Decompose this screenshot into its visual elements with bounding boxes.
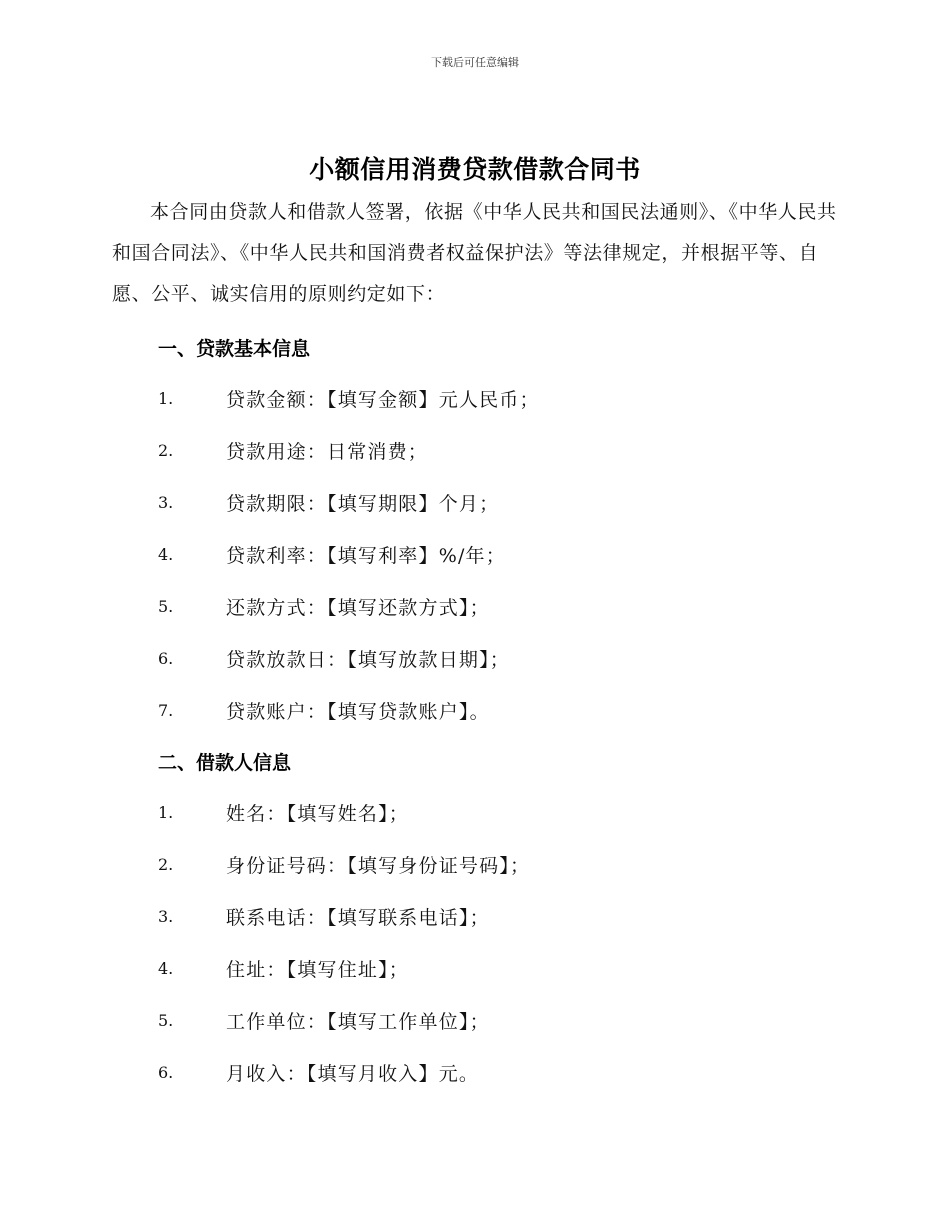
item-number: 4.	[158, 958, 174, 978]
item-text: 月收入：【填写月收入】元。	[226, 1062, 480, 1085]
item-text: 贷款账户：【填写贷款账户】。	[226, 700, 490, 723]
item-number: 7.	[158, 700, 174, 720]
item-text: 贷款放款日：【填写放款日期】；	[226, 648, 511, 671]
item-number: 2.	[158, 854, 174, 874]
item-text: 联系电话：【填写联系电话】；	[226, 906, 490, 929]
list-item	[158, 1046, 530, 1098]
section-heading-borrower-info: 二、借款人信息	[158, 752, 292, 774]
item-number: 6.	[158, 1062, 174, 1082]
item-number: 6.	[158, 648, 174, 668]
item-text: 还款方式：【填写还款方式】；	[226, 596, 490, 619]
item-text: 贷款金额：【填写金额】元人民币；	[226, 388, 540, 411]
item-number: 1.	[158, 388, 174, 408]
item-text: 姓名：【填写姓名】；	[226, 802, 410, 825]
item-text: 住址：【填写住址】；	[226, 958, 410, 981]
item-text: 贷款用途：日常消费；	[226, 440, 429, 463]
item-text: 贷款期限：【填写期限】个月；	[226, 492, 500, 515]
item-text: 工作单位：【填写工作单位】；	[226, 1010, 490, 1033]
list-item	[158, 528, 540, 580]
item-number: 3.	[158, 492, 174, 512]
loan-info-list	[158, 372, 540, 736]
list-item	[158, 372, 540, 424]
list-item	[158, 580, 540, 632]
header-note: 下载后可任意编辑	[431, 56, 519, 69]
item-number: 5.	[158, 596, 174, 616]
item-number: 3.	[158, 906, 174, 926]
list-item	[158, 786, 530, 838]
list-item	[158, 994, 530, 1046]
item-number: 5.	[158, 1010, 174, 1030]
list-item	[158, 942, 530, 994]
item-text: 身份证号码：【填写身份证号码】；	[226, 854, 531, 877]
intro-paragraph: 本合同由贷款人和借款人签署，依据《中华人民共和国民法通则》、《中华人民共和国合同法》、《中华人民共和国消费者权益保护法》等法律规定，并根据平等、自愿、公平、诚实信用的原则约定如下：	[112, 201, 837, 305]
item-number: 2.	[158, 440, 174, 460]
document-title: 小额信用消费贷款借款合同书	[309, 155, 641, 184]
list-item	[158, 838, 530, 890]
section-heading-loan-info: 一、贷款基本信息	[158, 338, 311, 360]
list-item	[158, 890, 530, 942]
list-item	[158, 684, 540, 736]
list-item	[158, 632, 540, 684]
item-number: 4.	[158, 544, 174, 564]
list-item	[158, 476, 540, 528]
borrower-info-list	[158, 786, 530, 1098]
list-item	[158, 424, 540, 476]
item-text: 贷款利率：【填写利率】%/年；	[226, 544, 506, 567]
item-number: 1.	[158, 802, 174, 822]
